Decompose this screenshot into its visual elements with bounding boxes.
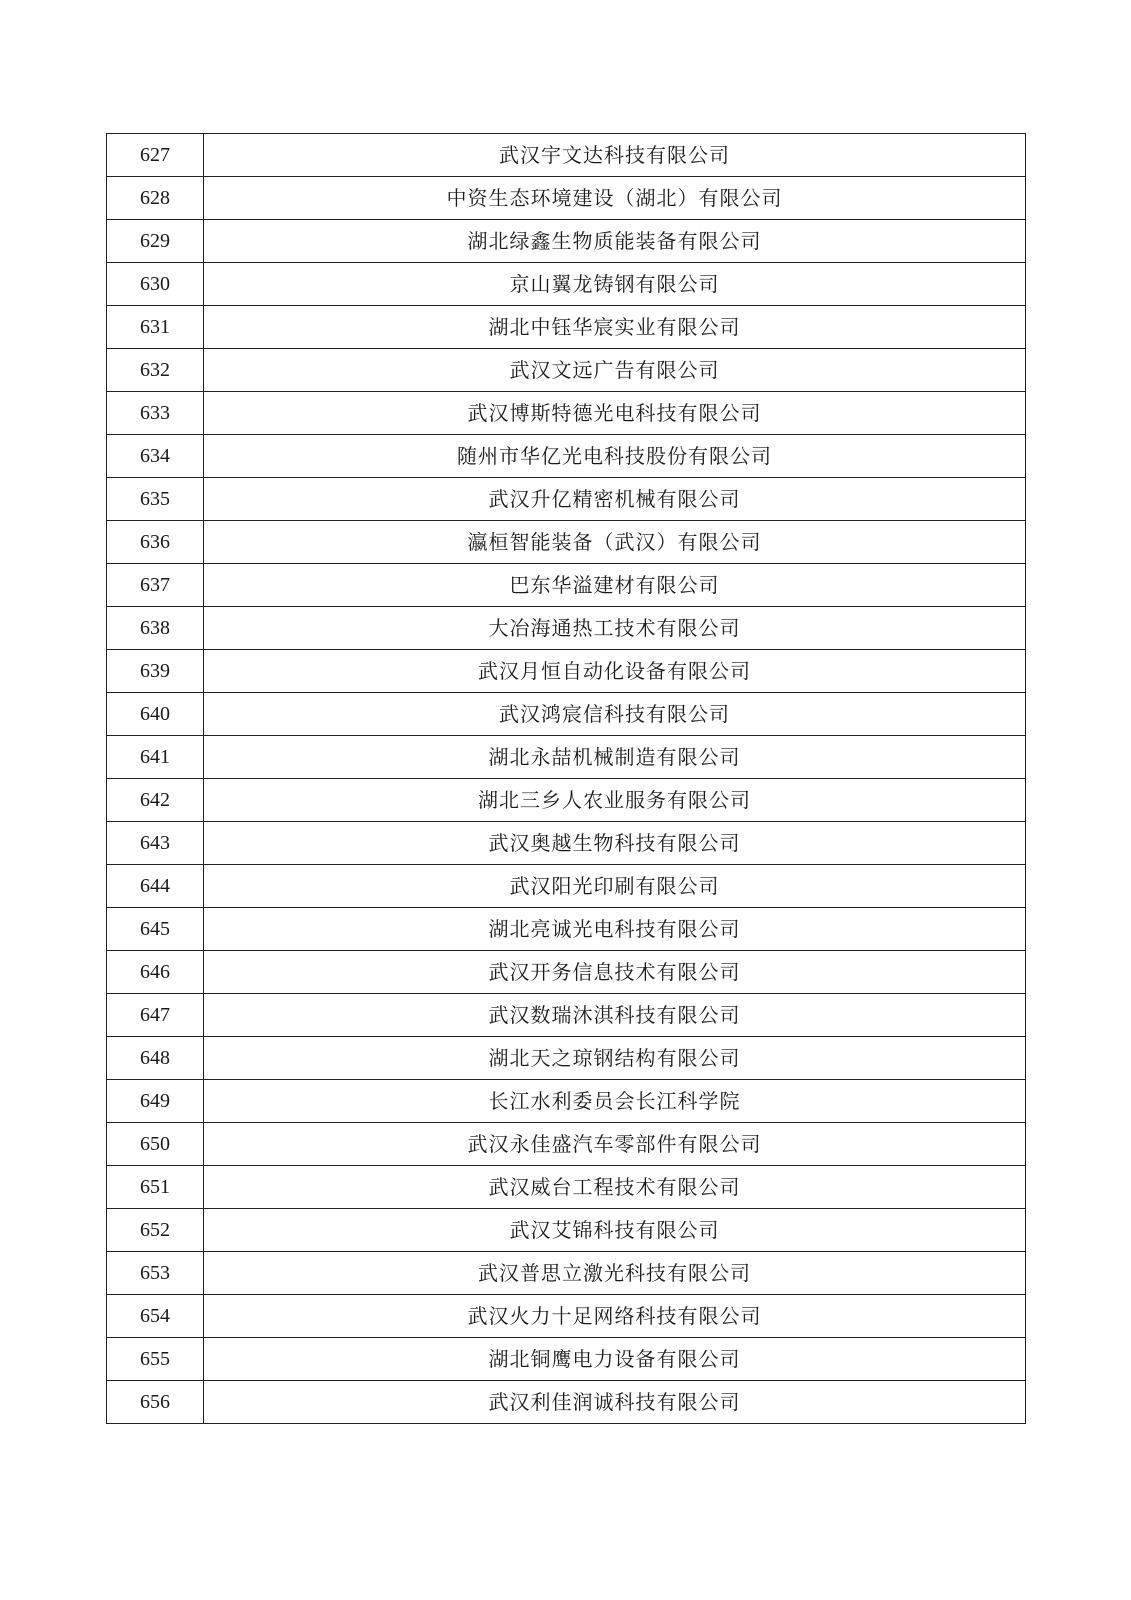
table-row <box>107 134 1026 177</box>
row-number: 634 <box>107 435 204 478</box>
company-name: 武汉升亿精密机械有限公司 <box>204 478 1026 521</box>
row-number: 646 <box>107 951 204 994</box>
table-row <box>107 478 1026 521</box>
row-number: 631 <box>107 306 204 349</box>
table-row <box>107 1080 1026 1123</box>
row-number: 630 <box>107 263 204 306</box>
table-row <box>107 650 1026 693</box>
row-number: 654 <box>107 1295 204 1338</box>
company-name: 武汉博斯特德光电科技有限公司 <box>204 392 1026 435</box>
table-row <box>107 607 1026 650</box>
table-row <box>107 521 1026 564</box>
company-name: 武汉文远广告有限公司 <box>204 349 1026 392</box>
row-number: 627 <box>107 134 204 177</box>
company-name: 湖北铜鹰电力设备有限公司 <box>204 1338 1026 1381</box>
row-number: 637 <box>107 564 204 607</box>
table-row <box>107 263 1026 306</box>
table-row <box>107 220 1026 263</box>
company-name: 武汉利佳润诚科技有限公司 <box>204 1381 1026 1424</box>
table-row <box>107 1381 1026 1424</box>
table-row <box>107 306 1026 349</box>
company-name: 巴东华溢建材有限公司 <box>204 564 1026 607</box>
row-number: 643 <box>107 822 204 865</box>
row-number: 653 <box>107 1252 204 1295</box>
table-row <box>107 1037 1026 1080</box>
company-name: 武汉威台工程技术有限公司 <box>204 1166 1026 1209</box>
row-number: 645 <box>107 908 204 951</box>
row-number: 633 <box>107 392 204 435</box>
company-list-table <box>106 133 1026 1424</box>
row-number: 629 <box>107 220 204 263</box>
table-row <box>107 1209 1026 1252</box>
row-number: 639 <box>107 650 204 693</box>
company-name: 大冶海通热工技术有限公司 <box>204 607 1026 650</box>
table-row <box>107 693 1026 736</box>
table-row <box>107 392 1026 435</box>
row-number: 650 <box>107 1123 204 1166</box>
row-number: 648 <box>107 1037 204 1080</box>
row-number: 636 <box>107 521 204 564</box>
row-number: 632 <box>107 349 204 392</box>
table-row <box>107 736 1026 779</box>
company-name: 武汉艾锦科技有限公司 <box>204 1209 1026 1252</box>
table-row <box>107 951 1026 994</box>
company-name: 武汉月恒自动化设备有限公司 <box>204 650 1026 693</box>
row-number: 640 <box>107 693 204 736</box>
table-row <box>107 779 1026 822</box>
table-row <box>107 177 1026 220</box>
row-number: 644 <box>107 865 204 908</box>
row-number: 656 <box>107 1381 204 1424</box>
company-name: 湖北亮诚光电科技有限公司 <box>204 908 1026 951</box>
company-name: 京山翼龙铸钢有限公司 <box>204 263 1026 306</box>
table-row <box>107 908 1026 951</box>
row-number: 655 <box>107 1338 204 1381</box>
row-number: 641 <box>107 736 204 779</box>
company-name: 瀛桓智能装备（武汉）有限公司 <box>204 521 1026 564</box>
table-row <box>107 1166 1026 1209</box>
table-row <box>107 1252 1026 1295</box>
table-row <box>107 349 1026 392</box>
table-row <box>107 1123 1026 1166</box>
company-name: 武汉宇文达科技有限公司 <box>204 134 1026 177</box>
company-name: 湖北绿鑫生物质能装备有限公司 <box>204 220 1026 263</box>
company-name: 长江水利委员会长江科学院 <box>204 1080 1026 1123</box>
table-body <box>107 134 1026 1424</box>
company-name: 武汉数瑞沐淇科技有限公司 <box>204 994 1026 1037</box>
company-name: 随州市华亿光电科技股份有限公司 <box>204 435 1026 478</box>
row-number: 628 <box>107 177 204 220</box>
company-name: 武汉奥越生物科技有限公司 <box>204 822 1026 865</box>
row-number: 649 <box>107 1080 204 1123</box>
table-row <box>107 822 1026 865</box>
company-name: 武汉永佳盛汽车零部件有限公司 <box>204 1123 1026 1166</box>
company-name: 湖北天之琼钢结构有限公司 <box>204 1037 1026 1080</box>
company-name: 武汉阳光印刷有限公司 <box>204 865 1026 908</box>
company-name: 武汉鸿宸信科技有限公司 <box>204 693 1026 736</box>
company-name: 武汉火力十足网络科技有限公司 <box>204 1295 1026 1338</box>
company-name: 湖北三乡人农业服务有限公司 <box>204 779 1026 822</box>
row-number: 635 <box>107 478 204 521</box>
table-row <box>107 435 1026 478</box>
table-row <box>107 1295 1026 1338</box>
row-number: 638 <box>107 607 204 650</box>
company-name: 武汉开务信息技术有限公司 <box>204 951 1026 994</box>
row-number: 652 <box>107 1209 204 1252</box>
company-name: 湖北中钰华宸实业有限公司 <box>204 306 1026 349</box>
row-number: 642 <box>107 779 204 822</box>
table-row <box>107 564 1026 607</box>
table-row <box>107 865 1026 908</box>
company-name: 湖北永喆机械制造有限公司 <box>204 736 1026 779</box>
row-number: 651 <box>107 1166 204 1209</box>
company-name: 中资生态环境建设（湖北）有限公司 <box>204 177 1026 220</box>
company-name: 武汉普思立激光科技有限公司 <box>204 1252 1026 1295</box>
table-row <box>107 994 1026 1037</box>
table-row <box>107 1338 1026 1381</box>
row-number: 647 <box>107 994 204 1037</box>
